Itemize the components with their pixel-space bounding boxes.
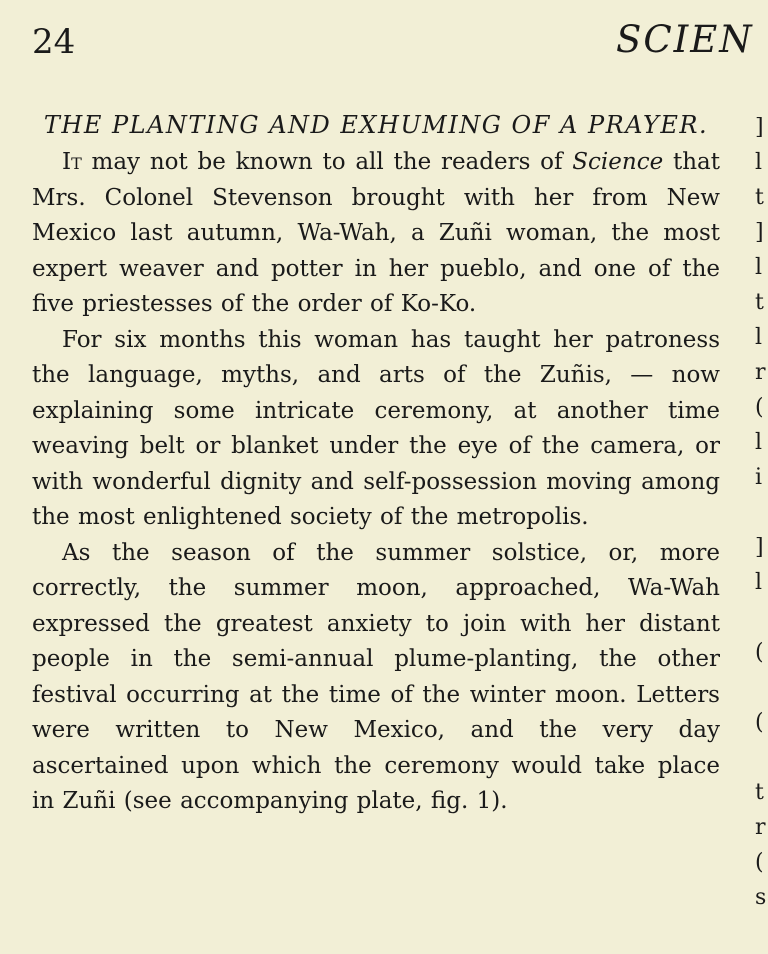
margin-fragment: [755, 670, 768, 705]
margin-fragment: t: [755, 185, 764, 210]
paragraph-3: As the season of the summer solstice, or, more correctly, the summer moon, approached, Wa-Wah expressed the greatest anxiety to join with her distant people in the semi-annual plume-planting, the other festival occurring at the time of the winter moon. Letters were written to New Mexico, and the very day ascertained upon which the ceremony would take place in Zuñi (see accompanying plate, fig. 1).: [32, 539, 720, 814]
journal-name-italic: Science: [572, 149, 664, 175]
margin-fragment: [755, 600, 768, 635]
margin-fragment: r: [755, 360, 766, 385]
margin-fragment: (: [755, 710, 764, 735]
margin-fragment: ]: [755, 535, 764, 560]
paragraph-text: that Mrs. Colonel Stevenson brought with her from New Mexico last autumn, Wa-Wah, a Zuñi woman, the most expert weaver and potter in her pueblo, and one of the five priestesses of the order of Ko-Ko.: [32, 149, 720, 317]
margin-fragment: l: [755, 570, 763, 595]
margin-fragment: [755, 495, 768, 530]
paragraph-1: [32, 145, 720, 323]
margin-fragment: (: [755, 640, 764, 665]
paragraph-2: For six months this woman has taught her patroness the language, myths, and arts of the Zuñis, — now explaining some intricate ceremony, at another time weaving belt or blanket under the eye of the camera, or with wonderful dignity and self-possession moving among the most enlightened society of the metropolis.: [32, 326, 720, 530]
margin-fragment: l: [755, 150, 763, 175]
margin-fragment: (: [755, 395, 764, 420]
margin-fragment: i: [755, 465, 763, 490]
running-head: SCIEN: [616, 18, 754, 61]
paragraph-text: may not be known to all the readers of: [81, 149, 573, 175]
margin-fragment: t: [755, 780, 764, 805]
margin-fragment: l: [755, 430, 763, 455]
margin-fragment: (: [755, 850, 764, 875]
margin-fragment: r: [755, 815, 766, 840]
margin-fragment: l: [755, 325, 763, 350]
article-title: THE PLANTING AND EXHUMING OF A PRAYER.: [43, 111, 709, 139]
margin-fragment: [755, 740, 768, 775]
paragraph-lead-word: It: [62, 149, 82, 175]
page-number: 24: [32, 22, 76, 62]
article-column: [32, 110, 720, 820]
margin-fragment: t: [755, 290, 764, 315]
margin-fragment: ]: [755, 220, 764, 245]
margin-fragment: s: [755, 885, 767, 910]
margin-fragment: ]: [755, 115, 764, 140]
margin-fragment: l: [755, 255, 763, 280]
adjacent-column-edge: [755, 110, 768, 915]
